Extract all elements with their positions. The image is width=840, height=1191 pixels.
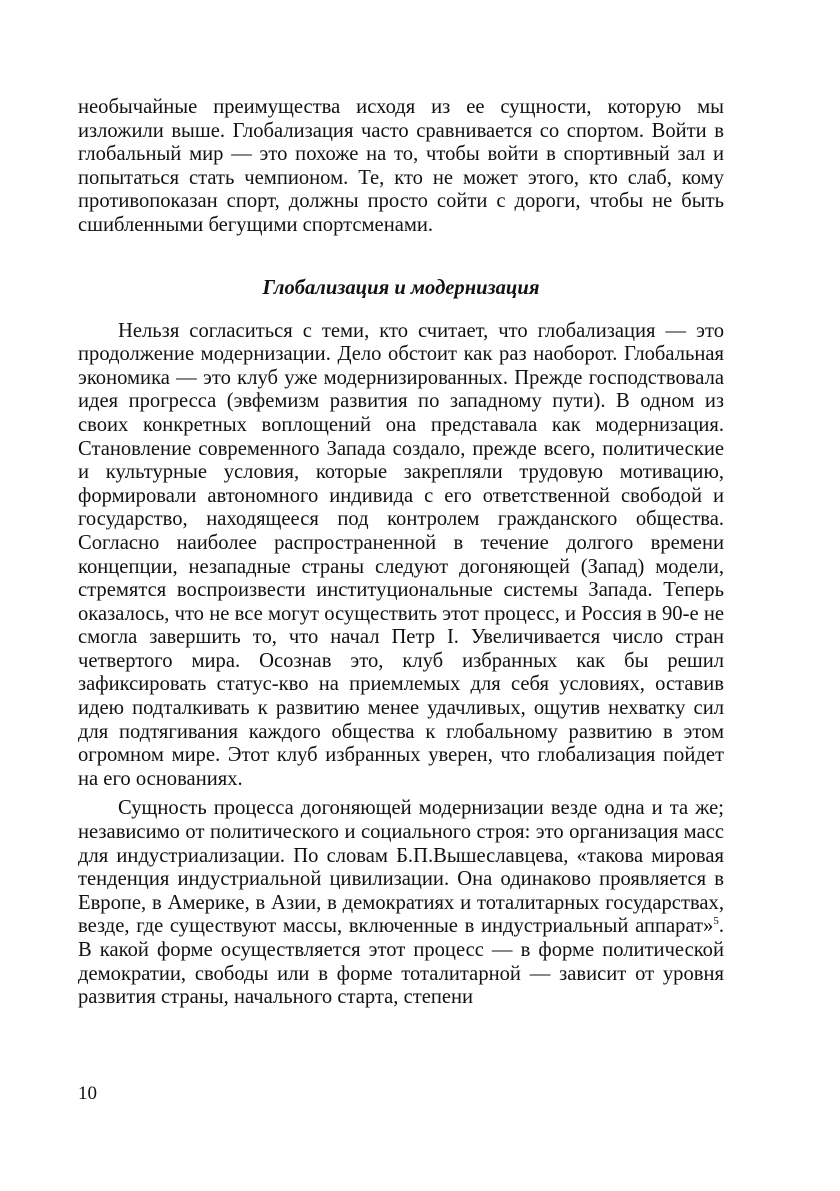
paragraph-2-continuation: . В какой форме осуществляется этот процесс — в форме политической демократии, свободы или в форме тоталитарной — зависит от уровня развития страны, начального старта, степени: [78, 915, 724, 1009]
body-paragraph-2: [78, 797, 724, 1009]
body-paragraph-1: Нельзя согласиться с теми, кто считает, что глобализация — это продолжение модернизации. Дело обстоит как раз наоборот. Глобальная экономика — это клуб уже модернизированных. Прежде господствовала идея прогресса (эвфемизм развития по западному пути). В одном из своих конкретных воплощений она представала как модернизация. Становление современного Запада создало, прежде всего, политические и культурные условия, которые закрепляли трудовую мотивацию, формировали автономного индивида с его ответственной свободой и государство, находящееся под контролем гражданского общества. Согласно наиболее распространенной в течение долгого времени концепции, незападные страны следуют догоняющей (Запад) модели, стремятся воспроизвести институциональные системы Запада. Теперь оказалось, что не все могут осуществить этот процесс, и Россия в 90-е не смогла завершить то, что начал Петр I. Увеличивается число стран четвертого мира. Осознав это, клуб избранных как бы решил зафиксировать статус-кво на приемлемых для себя условиях, оставив идею подталкивать к развитию менее удачливых, ощутив нехватку сил для подтягивания каждого общества к глобальному развитию в этом огромном мире. Этот клуб избранных уверен, что глобализация пойдет на его основаниях.: [78, 319, 724, 790]
footnote-marker: 5: [713, 915, 719, 928]
section-heading: Глобализация и модернизация: [262, 276, 540, 299]
page-content: [78, 96, 724, 1010]
paragraph-2-text: Сущность процесса догоняющей модернизации везде одна и та же; независимо от политического и социального строя: это организация масс для индустриализации. По словам Б.П.Вышеславцева, «такова мировая тенденция индустриальной цивилизации. Она одинаково проявляется в Европе, в Америке, в Азии, в демократиях и тоталитарных государствах, везде, где существуют массы, включенные в индустриальный аппарат»: [78, 797, 724, 938]
intro-paragraph: необычайные преимущества исходя из ее сущности, которую мы изложили выше. Глобализация часто сравнивается со спортом. Войти в глобальный мир — это похоже на то, чтобы войти в спортивный зал и попытаться стать чемпионом. Те, кто не может этого, кто слаб, кому противопоказан спорт, должны просто сойти с дороги, чтобы не быть сшибленными бегущими спортсменами.: [78, 96, 724, 236]
page-number: 10: [78, 1083, 97, 1104]
